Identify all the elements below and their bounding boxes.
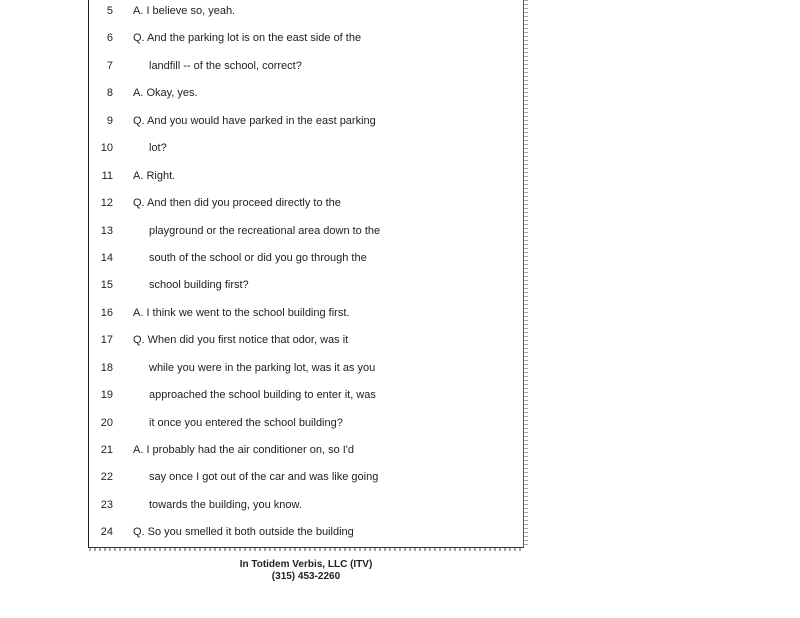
line-text: A. I probably had the air conditioner on, so I'd: [133, 444, 355, 456]
line-text: Q. And then did you proceed directly to the: [133, 197, 341, 209]
footer-company: In Totidem Verbis, LLC (ITV): [239, 559, 373, 570]
line-number: 6: [106, 32, 113, 44]
line-number: 22: [100, 471, 113, 483]
line-number: 10: [100, 142, 113, 154]
line-text: playground or the recreational area down to the: [149, 225, 381, 237]
line-text: towards the building, you know.: [149, 499, 302, 511]
line-text: landfill -- of the school, correct?: [149, 60, 302, 72]
line-text: it once you entered the school building?: [149, 417, 343, 429]
line-text: approached the school building to enter it, was: [149, 389, 376, 401]
line-number: 8: [106, 87, 113, 99]
line-text: lot?: [149, 142, 167, 154]
line-number: 12: [100, 197, 113, 209]
line-number: 14: [100, 252, 113, 264]
line-text: school building first?: [149, 279, 249, 291]
line-text: Q. So you smelled it both outside the building: [133, 526, 354, 538]
line-text: A. Right.: [133, 170, 176, 182]
line-number: 9: [106, 115, 113, 127]
line-number: 24: [100, 526, 113, 538]
line-text: Q. And the parking lot is on the east side of the: [133, 32, 362, 44]
line-number: 18: [100, 362, 113, 374]
line-text: A. I think we went to the school building first.: [133, 307, 350, 319]
line-text: Q. And you would have parked in the east parking: [133, 115, 376, 127]
line-number: 5: [106, 5, 113, 17]
line-text: while you were in the parking lot, was it as you: [149, 362, 376, 374]
line-number: 17: [100, 334, 113, 346]
line-number: 15: [100, 279, 113, 291]
line-number: 21: [100, 444, 113, 456]
line-number: 16: [100, 307, 113, 319]
line-text: Q. When did you first notice that odor, was it: [133, 334, 349, 346]
line-number: 7: [106, 60, 113, 72]
line-number: 13: [100, 225, 113, 237]
footer-phone: (315) 453-2260: [271, 571, 341, 582]
line-text: A. I believe so, yeah.: [133, 5, 236, 17]
line-text: say once I got out of the car and was like going: [149, 471, 379, 483]
line-number: 19: [100, 389, 113, 401]
line-number: 23: [100, 499, 113, 511]
line-number: 20: [100, 417, 113, 429]
line-text: A. Okay, yes.: [133, 87, 198, 99]
line-number: 11: [101, 170, 113, 182]
transcript-page: [88, 0, 524, 548]
line-text: south of the school or did you go through the: [149, 252, 367, 264]
